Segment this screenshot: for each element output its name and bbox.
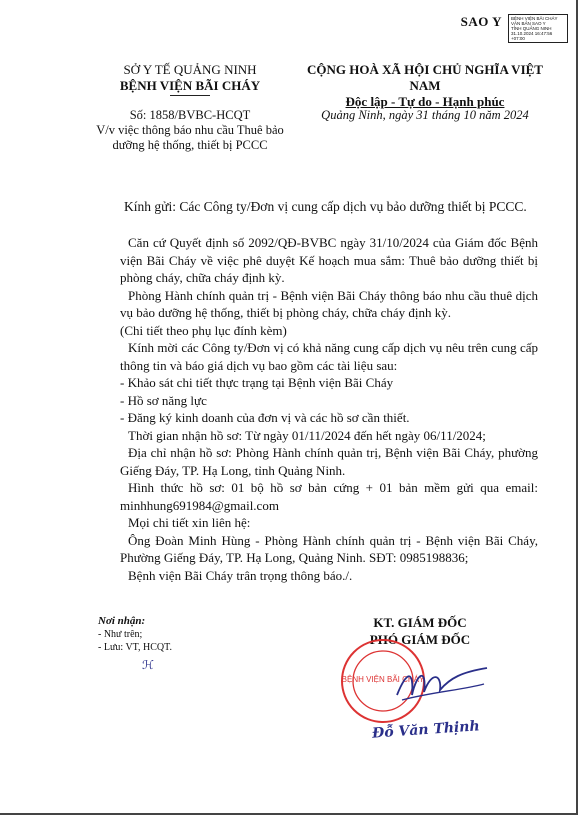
unit-name: BỆNH VIỆN BÃI CHÁY [119, 78, 261, 93]
paragraph: Căn cứ Quyết định số 2092/QĐ-BVBC ngày 31/10/2024 của Giám đốc Bệnh viện Bãi Cháy về việc phê duyệt Kế hoạch mua sắm: Thuê bảo dưỡng thiết bị phòng cháy, chữa cháy định kỳ. [120, 235, 538, 285]
seal-text: BỆNH VIỆN BÃI CHÁY [341, 675, 425, 684]
doc-number-block [96, 108, 284, 153]
copy-label: SAO Y [460, 14, 502, 29]
copy-mark [461, 14, 568, 43]
copy-stamp: BỆNH VIỆN BÃI CHÁY VĂN BẢN SAO Y TỈNH QUẢNG NINH 31.10.2024 16:47:56 +07:00 [508, 14, 568, 43]
paragraph: Phòng Hành chính quản trị - Bệnh viện Bãi Cháy thông báo nhu cầu thuê dịch vụ bảo dưỡng hệ thống, thiết bị phòng cháy, chữa cháy định kỳ. [120, 287, 538, 320]
list-item: - Hồ sơ năng lực [120, 392, 207, 408]
recipients-heading: Nơi nhận: [98, 615, 146, 627]
divider [170, 95, 210, 96]
doc-subject: V/v việc thông báo nhu cầu Thuê bảo dưỡng hệ thống, thiết bị PCCC [96, 123, 284, 152]
paragraph: Kính mời các Công ty/Đơn vị có khả năng cung cấp dịch vụ nêu trên cung cấp thông tin và báo giá dịch vụ bao gồm các tài liệu sau: [120, 340, 538, 373]
signer-name: Đỗ Văn Thịnh [371, 718, 481, 742]
sign-title-1: KT. GIÁM ĐỐC [373, 615, 467, 630]
recipient-item: - Như trên; [98, 629, 143, 640]
doc-date: Quảng Ninh, ngày 31 tháng 10 năm 2024 [321, 108, 529, 122]
doc-number: Số: 1858/BVBC-HCQT [129, 108, 251, 122]
motto: Độc lập - Tự do - Hạnh phúc [345, 94, 505, 109]
nation-title: CỘNG HOÀ XÃ HỘI CHỦ NGHĨA VIỆT NAM [307, 62, 543, 93]
paragraph: Địa chỉ nhận hồ sơ: Phòng Hành chính quản trị, Bệnh viện Bãi Cháy, phường Giếng Đáy, TP. Hạ Long, tỉnh Quảng Ninh. [120, 445, 538, 478]
paragraph: Bệnh viện Bãi Cháy trân trọng thông báo./. [128, 567, 353, 583]
paragraph: (Chi tiết theo phụ lục đính kèm) [120, 322, 287, 338]
header-left [96, 62, 284, 96]
header-right [290, 62, 560, 110]
recipient-item: - Lưu: VT, HCQT. [98, 642, 173, 653]
list-item: - Đăng ký kinh doanh của đơn vị và các hồ sơ cần thiết. [120, 410, 410, 425]
paragraph: Hình thức hồ sơ: 01 bộ hồ sơ bản cứng + 01 bản mềm gửi qua email: minhhung691984@gmail.com [120, 480, 538, 513]
recipients-block [98, 615, 172, 654]
sign-title-2: PHÓ GIÁM ĐỐC [369, 632, 471, 647]
signature-scribble-icon [392, 660, 492, 710]
initial-mark-icon: ℋ [142, 658, 154, 672]
body-text [120, 234, 538, 584]
list-item: - Khảo sát chi tiết thực trạng tại Bệnh viện Bãi Cháy [120, 375, 394, 390]
paragraph: Thời gian nhận hồ sơ: Từ ngày 01/11/2024 đến hết ngày 06/11/2024; [128, 427, 486, 443]
org-name: SỞ Y TẾ QUẢNG NINH [123, 62, 257, 77]
recipient-line: Kính gửi: Các Công ty/Đơn vị cung cấp dịch vụ bảo dưỡng thiết bị PCCC. [124, 199, 527, 214]
paragraph: Mọi chi tiết xin liên hệ: [128, 515, 251, 530]
paragraph: Ông Đoàn Minh Hùng - Phòng Hành chính quản trị - Bệnh viện Bãi Cháy, Phường Giếng Đáy, TP. Hạ Long, Quảng Ninh. SĐT: 0985198836; [120, 532, 538, 565]
